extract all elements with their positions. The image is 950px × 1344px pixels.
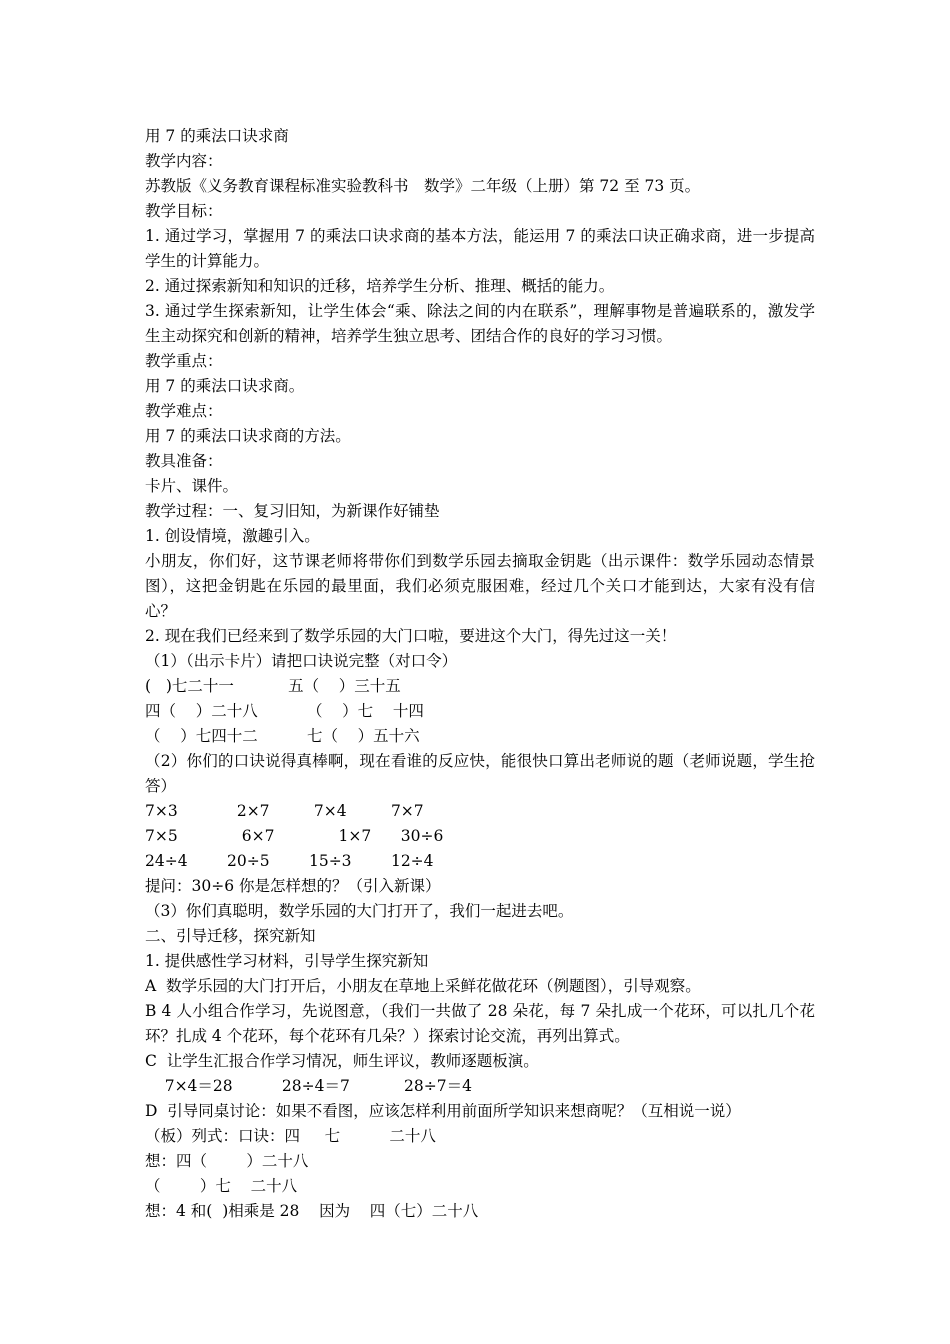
text-line: 想：4 和( )相乘是 28 因为 四（七）二十八: [145, 1202, 479, 1220]
text-line: 1. 提供感性学习材料，引导学生探究新知: [145, 952, 429, 970]
heading-key-point: 教学重点：: [145, 352, 223, 370]
text-line: A 数学乐园的大门打开后，小朋友在草地上采鲜花做花环（例题图），引导观察。: [145, 977, 701, 995]
heading-objectives: 教学目标：: [145, 202, 223, 220]
document-body: [145, 124, 815, 1224]
rhyme-line: 四（ ）二十八 （ ）七 十四: [145, 702, 424, 720]
text-line: （3）你们真聪明，数学乐园的大门打开了，我们一起进去吧。: [145, 902, 574, 920]
heading-process: 教学过程：一、复习旧知，为新课作好铺垫: [145, 502, 440, 520]
heading-content: 教学内容：: [145, 152, 223, 170]
text-line: （ ）七 二十八: [145, 1177, 298, 1195]
text-line: 卡片、课件。: [145, 477, 239, 495]
text-line: 用 7 的乘法口诀求商的方法。: [145, 427, 351, 445]
text-line: 提问：30÷6 你是怎样想的？（引入新课）: [145, 877, 441, 895]
equation-row: 7×4＝28 28÷4＝7 28÷7＝4: [145, 1077, 472, 1095]
objective-3: 3. 通过学生探索新知，让学生体会“乘、除法之间的内在联系”，理解事物是普遍联系的，激发学生主动探究和创新的精神，培养学生独立思考、团结合作的良好的学习习惯。: [145, 302, 815, 345]
text-line: 想：四（ ）二十八: [145, 1152, 309, 1170]
intro-paragraph: 小朋友，你们好，这节课老师将带你们到数学乐园去摘取金钥匙（出示课件：数学乐园动态情景图），这把金钥匙在乐园的最里面，我们必须克服困难，经过几个关口才能到达，大家有没有信心？: [145, 552, 815, 620]
arithmetic-row: 24÷4 20÷5 15÷3 12÷4: [145, 852, 434, 870]
objective-2: 2. 通过探索新知和知识的迁移，培养学生分析、推理、概括的能力。: [145, 277, 615, 295]
text-line: 2. 现在我们已经来到了数学乐园的大门口啦，要进这个大门，得先过这一关！: [145, 627, 677, 645]
heading-difficulty: 教学难点：: [145, 402, 223, 420]
rhyme-line: ( )七二十一 五（ ）三十五: [145, 677, 401, 695]
arithmetic-row: 7×3 2×7 7×4 7×7: [145, 802, 424, 820]
text-line: D 引导同桌讨论：如果不看图，应该怎样利用前面所学知识来想商呢？（互相说一说）: [145, 1102, 741, 1120]
text-paragraph: （2）你们的口诀说得真棒啊，现在看谁的反应快，能很快口算出老师说的题（老师说题，学生抢答）: [145, 752, 815, 795]
text-line: 用 7 的乘法口诀求商。: [145, 377, 305, 395]
text-line: C 让学生汇报合作学习情况，师生评议，教师逐题板演。: [145, 1052, 539, 1070]
text-line: 1. 创设情境，激趣引入。: [145, 527, 320, 545]
text-line: （板）列式：口诀：四 七 二十八: [145, 1127, 436, 1145]
section-heading: 二、引导迁移，探究新知: [145, 927, 316, 945]
rhyme-line: （ ）七四十二 七（ ）五十六: [145, 727, 420, 745]
text-line: （1）（出示卡片）请把口诀说完整（对口令）: [145, 652, 458, 670]
objective-1: 1. 通过学习，掌握用 7 的乘法口诀求商的基本方法，能运用 7 的乘法口诀正确求商，进一步提高学生的计算能力。: [145, 227, 815, 270]
document-title: 用 7 的乘法口诀求商: [145, 127, 289, 145]
heading-materials: 教具准备：: [145, 452, 223, 470]
arithmetic-row: 7×5 6×7 1×7 30÷6: [145, 827, 444, 845]
text-paragraph: B 4 人小组合作学习，先说图意，（我们一共做了 28 朵花，每 7 朵扎成一个花环，可以扎几个花环？扎成 4 个花环，每个花环有几朵？）探索讨论交流，再列出算式。: [145, 1002, 815, 1045]
text-line: 苏教版《义务教育课程标准实验教科书 数学》二年级（上册）第 72 至 73 页。: [145, 177, 701, 195]
